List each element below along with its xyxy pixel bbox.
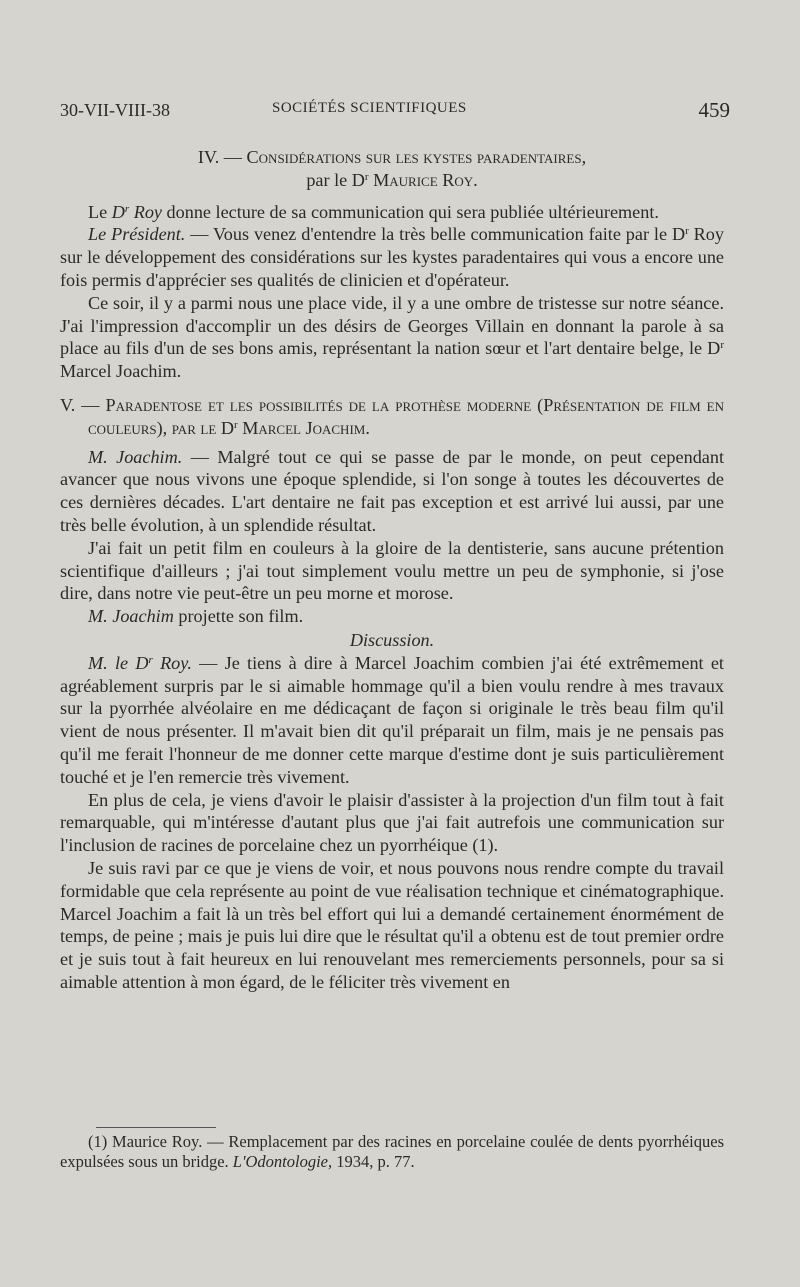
paragraph: J'ai fait un petit film en couleurs à la gloire de la dentisterie, sans aucune prétention scientifique d'ailleurs ; j'ai tout simplement voulu mettre un peu de symphonie, si j'ose dire, dans notre vie peut-être un peu morne et morose. <box>60 537 724 604</box>
speaker: M. Joachim. <box>88 446 183 467</box>
paragraph: Le Président. — Vous venez d'entendre la très belle communication faite par le $D^r$ Roy sur le développement des considérations sur les kystes paradentaires qui vous a encore une fois permis d'apprécier ses qualités de clinicien et d'opérateur. <box>60 224 724 290</box>
paragraph: M. Joachim. — Malgré tout ce qui se passe de par le monde, on peut cependant avancer que nous vivons une époque splendide, si l'on songe à toutes les découvertes de ces dernières décades. L'art dentaire ne fait pas exception et est arrivé lui aussi, par une très belle évolution, à un splendide résultat. <box>60 446 725 535</box>
footnote <box>60 1132 724 1172</box>
paragraph: Le $D^r$ Roy donne lecture de sa communication qui sera publiée ultérieurement. <box>88 201 659 222</box>
paragraph: Ce soir, il y a parmi nous une place vide, il y a une ombre de tristesse sur notre séance. J'ai l'impression d'accomplir un des désirs de Georges Villain en donnant la parole à sa place au fils d'un de ses bons amis, représentant la nation sœur et l'art dentaire belge, le $D^r$ Marcel Joachim. <box>60 292 724 382</box>
discussion-heading: Discussion. <box>349 629 435 650</box>
paragraph: M. le $D^r$ Roy. — Je tiens à dire à Marcel Joachim combien j'ai été extrêmement et agréablement surpris par le si aimable hommage qu'il a bien voulu rendre à mes travaux sur la pyorrhée alvéolaire en me dédicaçant de façon si originale le très beau film qu'il vient de nous présenter. Il m'avait bien dit qu'il préparait un film, mais je ne pensais pas qu'il me ferait l'honneur de me donner cette marque d'estime dont je suis particulièrement touché et je l'en remercie très vivement. <box>60 652 724 787</box>
section-header: SOCIÉTÉS SCIENTIFIQUES <box>272 100 467 116</box>
speaker: $D^r$ Roy <box>111 201 162 222</box>
section-iv-author: par le $D^r$ Maurice Roy. <box>306 169 478 190</box>
speaker: M. le $D^r$ Roy. <box>88 652 192 673</box>
running-head <box>60 98 730 128</box>
speaker: Le Président. <box>88 224 186 245</box>
speaker: M. Joachim <box>88 606 174 627</box>
paragraph: M. Joachim projette son film. <box>88 606 304 627</box>
paragraph: Je suis ravi par ce que je viens de voir, et nous pouvons nous rendre compte du travail formidable que cela représente au point de vue réalisation technique et cinématographique. Marcel Joachim a fait là un très bel effort qui lui a demandé certainement énormément de temps, de peine ; mais je puis lui dire que le résultat qu'il a obtenu est de tout premier ordre et je suis tout à fait heureux en lui renouvelant mes remerciements personnels, pour sa si aimable attention à mon égard, de le féliciter très vivement en <box>60 857 724 992</box>
issue-date: 30-VII-VIII-38 <box>60 100 170 120</box>
page-number: 459 <box>698 98 730 122</box>
section-iv-title: IV. — Considérations sur les kystes paradentaires, <box>197 147 587 167</box>
body-text <box>60 146 724 994</box>
section-v-title: V. — Paradentose et les possibilités de la prothèse moderne (Présentation de film en couleurs), par le $D^r$ Marcel Joachim. <box>60 394 724 438</box>
paragraph: En plus de cela, je viens d'avoir le plaisir d'assister à la projection d'un film tout à fait remarquable, qui m'intéresse d'autant plus que j'ai fait autrefois une communication sur l'inclusion de racines de porcelaine chez un pyorrhéique (1). <box>60 789 724 856</box>
footnote-divider <box>96 1127 216 1128</box>
footnote-text: (1) Maurice Roy. — Remplacement par des racines en porcelaine coulée de dents pyorrhéiques expulsées sous un bridge. L'Odontologie, 1934, p. 77. <box>60 1132 724 1171</box>
